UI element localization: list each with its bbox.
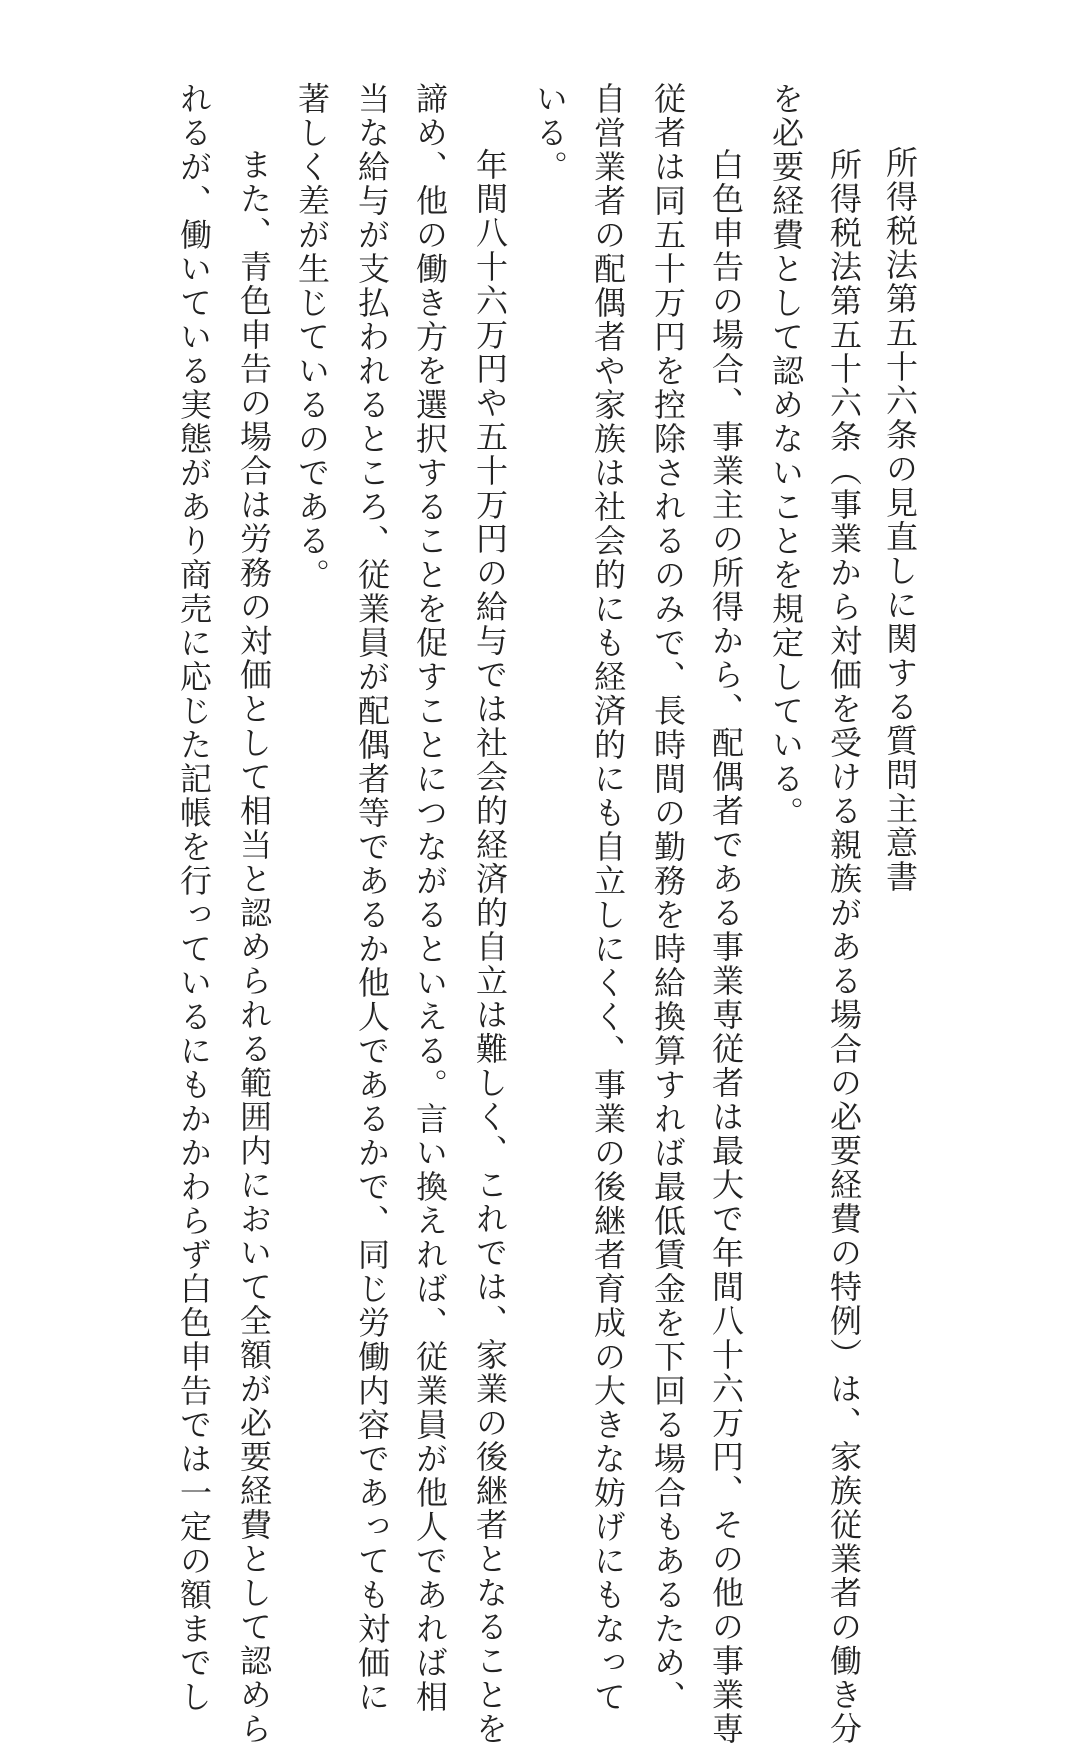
text-line: 諦め、他の働き方を選択することを促すことにつながるといえる。言い換えれば、従業員が他人であれば相 [411,82,449,1714]
text-line: 自営業者の配偶者や家族は社会的にも経済的にも自立しにくく、事業の後継者育成の大きな妨げにもなって [589,82,627,1714]
text-line: 所得税法第五十六条（事業から対価を受ける親族がある場合の必要経費の特例）は、家族従業者の働き分 [825,148,863,1746]
text-line: を必要経費として認めないことを規定している。 [767,82,805,830]
text-line: 従者は同五十万円を控除されるのみで、長時間の勤務を時給換算すれば最低賃金を下回る場合もあるため、 [649,82,687,1714]
document-title: 所得税法第五十六条の見直しに関する質問主意書 [881,146,919,894]
text-line: また、青色申告の場合は労務の対価として相当と認められる範囲内において全額が必要経費として認めら [235,148,273,1746]
text-line: 当な給与が支払われるところ、従業員が配偶者等であるか他人であるかで、同じ労働内容であっても対価に [353,82,391,1714]
text-line: 著しく差が生じているのである。 [293,82,331,592]
text-line: 年間八十六万円や五十万円の給与では社会的経済的自立は難しく、これでは、家業の後継者となることを [471,148,509,1746]
text-line: れるが、働いている実態があり商売に応じた記帳を行っているにもかかわらず白色申告では一定の額までし [175,82,213,1714]
text-line: いる。 [531,82,569,184]
text-line: 白色申告の場合、事業主の所得から、配偶者である事業専従者は最大で年間八十六万円、その他の事業専 [707,148,745,1746]
